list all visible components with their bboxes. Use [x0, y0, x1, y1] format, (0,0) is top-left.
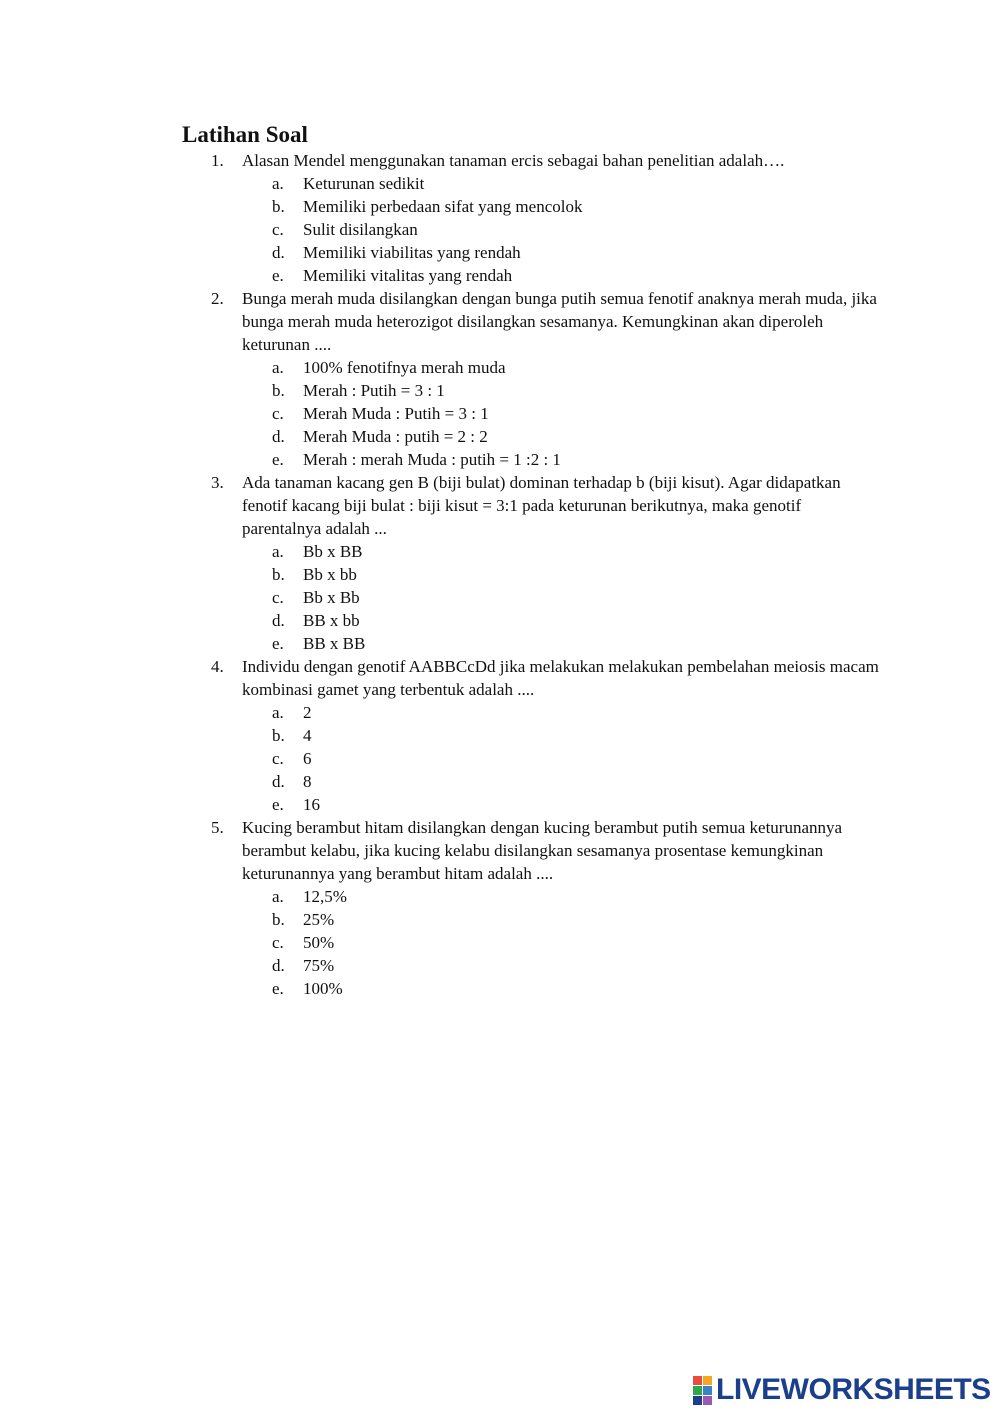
- option-letter: a.: [272, 542, 284, 561]
- question-text: Bunga merah muda disilangkan dengan bunga putih semua fenotif anaknya merah muda, jika bunga merah muda heterozigot disilangkan sesamanya. Kemungkinan akan diperoleh keturunan ....: [242, 289, 877, 354]
- option-letter: a.: [272, 358, 284, 377]
- question-5: [0, 816, 1000, 1000]
- option-letter: d.: [272, 243, 285, 262]
- logo-tile: [703, 1396, 712, 1405]
- option-text: Merah : Putih = 3 : 1: [303, 381, 445, 400]
- option-text: Memiliki perbedaan sifat yang mencolok: [303, 197, 583, 216]
- option-text: BB x bb: [303, 611, 360, 630]
- option-letter: e.: [272, 266, 284, 285]
- option-letter: b.: [272, 197, 285, 216]
- answer-option[interactable]: [0, 885, 1000, 908]
- logo-tile: [703, 1386, 712, 1395]
- option-list: [0, 885, 1000, 1000]
- page-title: Latihan Soal: [182, 122, 308, 147]
- option-text: 4: [303, 726, 312, 745]
- option-letter: e.: [272, 795, 284, 814]
- question-number: 1.: [211, 151, 224, 170]
- option-text: Bb x bb: [303, 565, 357, 584]
- option-letter: d.: [272, 427, 285, 446]
- question-1: [0, 149, 1000, 287]
- option-letter: d.: [272, 956, 285, 975]
- logo-tile: [693, 1376, 702, 1385]
- option-list: [0, 172, 1000, 287]
- option-text: Merah : merah Muda : putih = 1 :2 : 1: [303, 450, 561, 469]
- answer-option[interactable]: [0, 356, 1000, 379]
- question-list: [0, 149, 1000, 1000]
- option-text: 16: [303, 795, 320, 814]
- answer-option[interactable]: [0, 954, 1000, 977]
- question-number: 3.: [211, 473, 224, 492]
- answer-option[interactable]: [0, 448, 1000, 471]
- answer-option[interactable]: [0, 241, 1000, 264]
- option-letter: a.: [272, 174, 284, 193]
- question-text: Ada tanaman kacang gen B (biji bulat) dominan terhadap b (biji kisut). Agar didapatkan fenotif kacang biji bulat : biji kisut = 3:1 pada keturunan berikutnya, maka genotif parentalnya adalah ...: [242, 473, 841, 538]
- answer-option[interactable]: [0, 195, 1000, 218]
- option-text: Memiliki viabilitas yang rendah: [303, 243, 521, 262]
- answer-option[interactable]: [0, 402, 1000, 425]
- logo-tile: [693, 1386, 702, 1395]
- answer-option[interactable]: [0, 977, 1000, 1000]
- option-text: 50%: [303, 933, 335, 952]
- option-letter: a.: [272, 703, 284, 722]
- option-list: [0, 356, 1000, 471]
- option-letter: c.: [272, 749, 284, 768]
- option-text: 100% fenotifnya merah muda: [303, 358, 506, 377]
- option-letter: e.: [272, 450, 284, 469]
- answer-option[interactable]: [0, 264, 1000, 287]
- answer-option[interactable]: [0, 747, 1000, 770]
- option-text: Memiliki vitalitas yang rendah: [303, 266, 513, 285]
- liveworksheets-brand[interactable]: [693, 1374, 991, 1406]
- answer-option[interactable]: [0, 425, 1000, 448]
- option-letter: b.: [272, 381, 285, 400]
- option-letter: c.: [272, 933, 284, 952]
- answer-option[interactable]: [0, 379, 1000, 402]
- question-number: 5.: [211, 818, 224, 837]
- option-text: 8: [303, 772, 312, 791]
- option-letter: b.: [272, 726, 285, 745]
- answer-option[interactable]: [0, 724, 1000, 747]
- option-letter: b.: [272, 565, 285, 584]
- answer-option[interactable]: [0, 908, 1000, 931]
- option-letter: e.: [272, 979, 284, 998]
- option-letter: c.: [272, 404, 284, 423]
- question-number: 2.: [211, 289, 224, 308]
- option-text: Merah Muda : Putih = 3 : 1: [303, 404, 489, 423]
- answer-option[interactable]: [0, 793, 1000, 816]
- option-text: Merah Muda : putih = 2 : 2: [303, 427, 488, 446]
- answer-option[interactable]: [0, 540, 1000, 563]
- option-text: BB x BB: [303, 634, 366, 653]
- option-letter: a.: [272, 887, 284, 906]
- answer-option[interactable]: [0, 701, 1000, 724]
- option-text: Keturunan sedikit: [303, 174, 425, 193]
- option-list: [0, 701, 1000, 816]
- logo-tile: [693, 1396, 702, 1405]
- option-letter: e.: [272, 634, 284, 653]
- option-text: Bb x BB: [303, 542, 363, 561]
- answer-option[interactable]: [0, 218, 1000, 241]
- answer-option[interactable]: [0, 632, 1000, 655]
- brand-name: LIVEWORKSHEETS: [716, 1373, 991, 1406]
- answer-option[interactable]: [0, 172, 1000, 195]
- question-text: Individu dengan genotif AABBCcDd jika melakukan melakukan pembelahan meiosis macam kombinasi gamet yang terbentuk adalah ....: [242, 657, 879, 699]
- option-text: 100%: [303, 979, 343, 998]
- option-text: 12,5%: [303, 887, 347, 906]
- question-2: [0, 287, 1000, 471]
- option-list: [0, 540, 1000, 655]
- option-letter: d.: [272, 611, 285, 630]
- option-text: 2: [303, 703, 312, 722]
- option-text: 75%: [303, 956, 335, 975]
- answer-option[interactable]: [0, 931, 1000, 954]
- logo-tile: [703, 1376, 712, 1385]
- option-text: Sulit disilangkan: [303, 220, 418, 239]
- question-number: 4.: [211, 657, 224, 676]
- option-text: 6: [303, 749, 312, 768]
- question-text: Alasan Mendel menggunakan tanaman ercis sebagai bahan penelitian adalah….: [242, 151, 785, 170]
- option-letter: c.: [272, 588, 284, 607]
- option-text: 25%: [303, 910, 335, 929]
- answer-option[interactable]: [0, 770, 1000, 793]
- option-letter: d.: [272, 772, 285, 791]
- option-text: Bb x Bb: [303, 588, 360, 607]
- liveworksheets-logo-icon: [693, 1376, 712, 1405]
- option-letter: b.: [272, 910, 285, 929]
- answer-option[interactable]: [0, 609, 1000, 632]
- question-3: [0, 471, 1000, 655]
- question-4: [0, 655, 1000, 816]
- question-text: Kucing berambut hitam disilangkan dengan kucing berambut putih semua keturunannya berambut kelabu, jika kucing kelabu disilangkan sesamanya prosentase kemungkinan keturunannya yang berambut hitam adalah ....: [242, 818, 843, 883]
- answer-option[interactable]: [0, 563, 1000, 586]
- option-letter: c.: [272, 220, 284, 239]
- answer-option[interactable]: [0, 586, 1000, 609]
